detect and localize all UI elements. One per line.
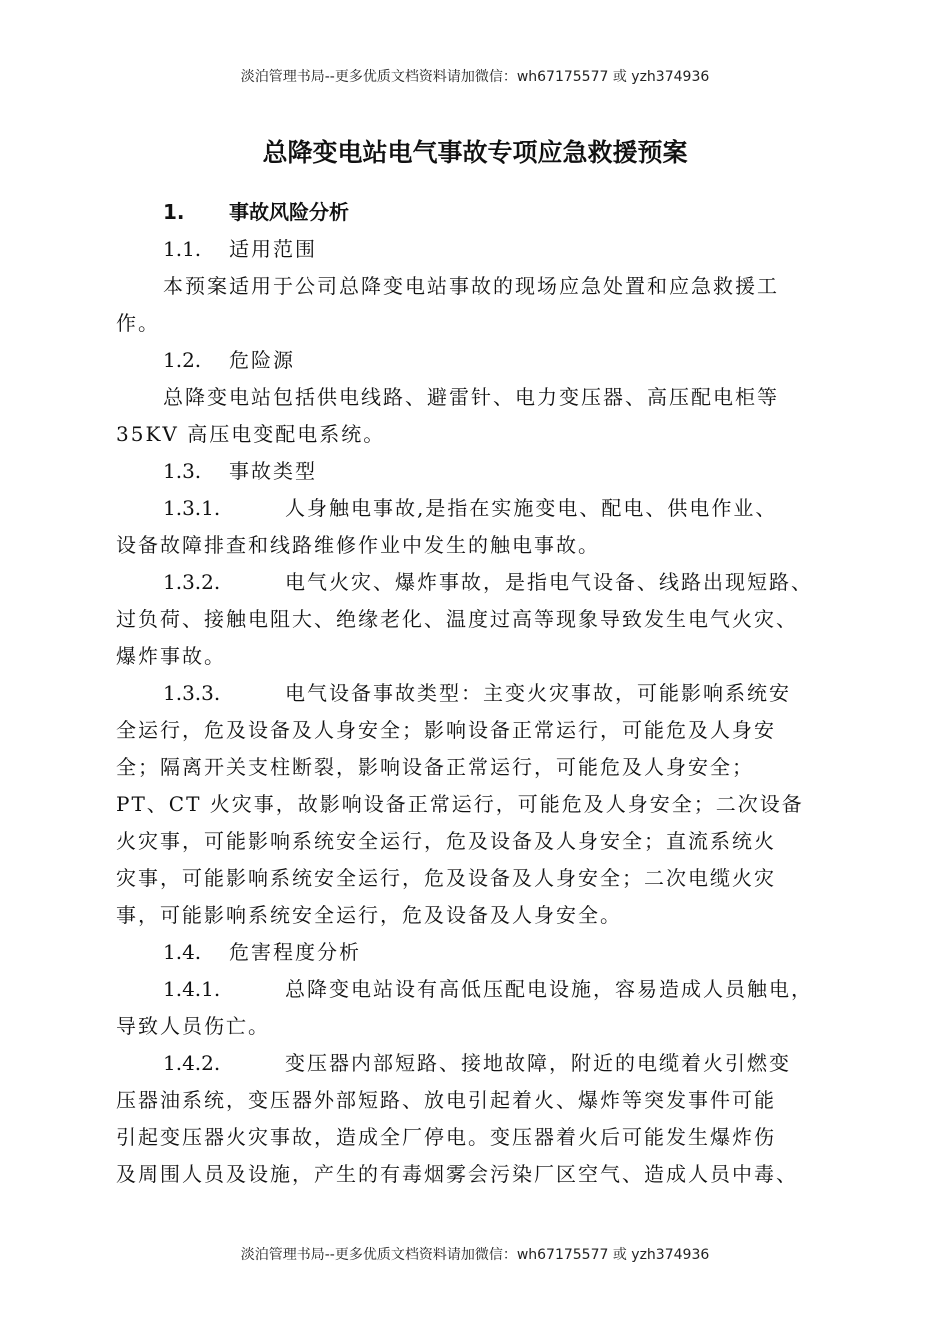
page-header: 淡泊管理书局--更多优质文档资料请加微信：wh67175577 或 yzh374936: [240, 69, 710, 85]
paragraph-line: 总降变电站包括供电线路、避雷针、电力变压器、高压配电柜等: [163, 385, 779, 409]
paragraph-line: 压器油系统，变压器外部短路、放电引起着火、爆炸等突发事件可能: [116, 1088, 776, 1112]
paragraph-line: 作。: [116, 311, 160, 335]
section-number: 1.: [163, 200, 185, 224]
paragraph-line: 过负荷、接触电阻大、绝缘老化、温度过高等现象导致发生电气火灾、: [116, 607, 798, 631]
paragraph-text: 电气火灾、爆炸事故，是指电气设备、线路出现短路、: [285, 570, 813, 594]
section-title: 适用范围: [229, 237, 317, 261]
section-number: 1.2.: [163, 348, 202, 372]
section-1-3-3-line: [163, 679, 791, 707]
paragraph-line: 设备故障排查和线路维修作业中发生的触电事故。: [116, 533, 600, 557]
page-footer: 淡泊管理书局--更多优质文档资料请加微信：wh67175577 或 yzh374936: [240, 1247, 710, 1263]
paragraph-text: 人身触电事故,是指在实施变电、配电、供电作业、: [285, 496, 778, 520]
paragraph-text: 总降变电站设有高低压配电设施，容易造成人员触电，: [285, 977, 813, 1001]
paragraph-line: 灾事，可能影响系统安全运行，危及设备及人身安全；二次电缆火灾: [116, 866, 776, 890]
section-title: 危害程度分析: [229, 940, 361, 964]
paragraph-line: 全运行，危及设备及人身安全；影响设备正常运行，可能危及人身安: [116, 718, 776, 742]
paragraph-line: 爆炸事故。: [116, 644, 226, 668]
paragraph-line: 全；隔离开关支柱断裂，影响设备正常运行，可能危及人身安全；: [116, 755, 754, 779]
section-title: 事故风险分析: [229, 200, 349, 224]
paragraph-line: 火灾事，可能影响系统安全运行，危及设备及人身安全；直流系统火: [116, 829, 776, 853]
section-number: 1.4.1.: [163, 977, 221, 1001]
document-title: 总降变电站电气事故专项应急救援预案: [262, 138, 688, 167]
paragraph-line: PT、CT 火灾事，故影响设备正常运行，可能危及人身安全；二次设备: [116, 792, 804, 816]
paragraph-line: 事，可能影响系统安全运行，危及设备及人身安全。: [116, 903, 622, 927]
section-1-2-heading: [163, 346, 295, 374]
section-number: 1.4.: [163, 940, 202, 964]
section-1-4-1-line: [163, 975, 813, 1003]
paragraph-line: 35KV 高压电变配电系统。: [116, 422, 386, 446]
section-title: 事故类型: [229, 459, 317, 483]
section-number: 1.3.: [163, 459, 202, 483]
section-1-3-heading: [163, 457, 317, 485]
paragraph-line: 引起变压器火灾事故，造成全厂停电。变压器着火后可能发生爆炸伤: [116, 1125, 776, 1149]
section-number: 1.4.2.: [163, 1051, 221, 1075]
paragraph-text: 变压器内部短路、接地故障，附近的电缆着火引燃变: [285, 1051, 791, 1075]
section-1-3-2-line: [163, 568, 813, 596]
section-number: 1.3.3.: [163, 681, 221, 705]
paragraph-line: 导致人员伤亡。: [116, 1014, 270, 1038]
section-number: 1.1.: [163, 237, 202, 261]
section-1-3-1-line: [163, 494, 777, 522]
paragraph-line: 本预案适用于公司总降变电站事故的现场应急处置和应急救援工: [163, 274, 779, 298]
paragraph-line: 及周围人员及设施，产生的有毒烟雾会污染厂区空气、造成人员中毒、: [116, 1162, 798, 1186]
paragraph-text: 电气设备事故类型：主变火灾事故，可能影响系统安: [285, 681, 791, 705]
section-number: 1.3.1.: [163, 496, 221, 520]
section-number: 1.3.2.: [163, 570, 221, 594]
section-1-1-heading: [163, 235, 317, 263]
section-1-4-heading: [163, 938, 361, 966]
section-1-heading: [163, 198, 349, 226]
section-1-4-2-line: [163, 1049, 791, 1077]
section-title: 危险源: [229, 348, 295, 372]
